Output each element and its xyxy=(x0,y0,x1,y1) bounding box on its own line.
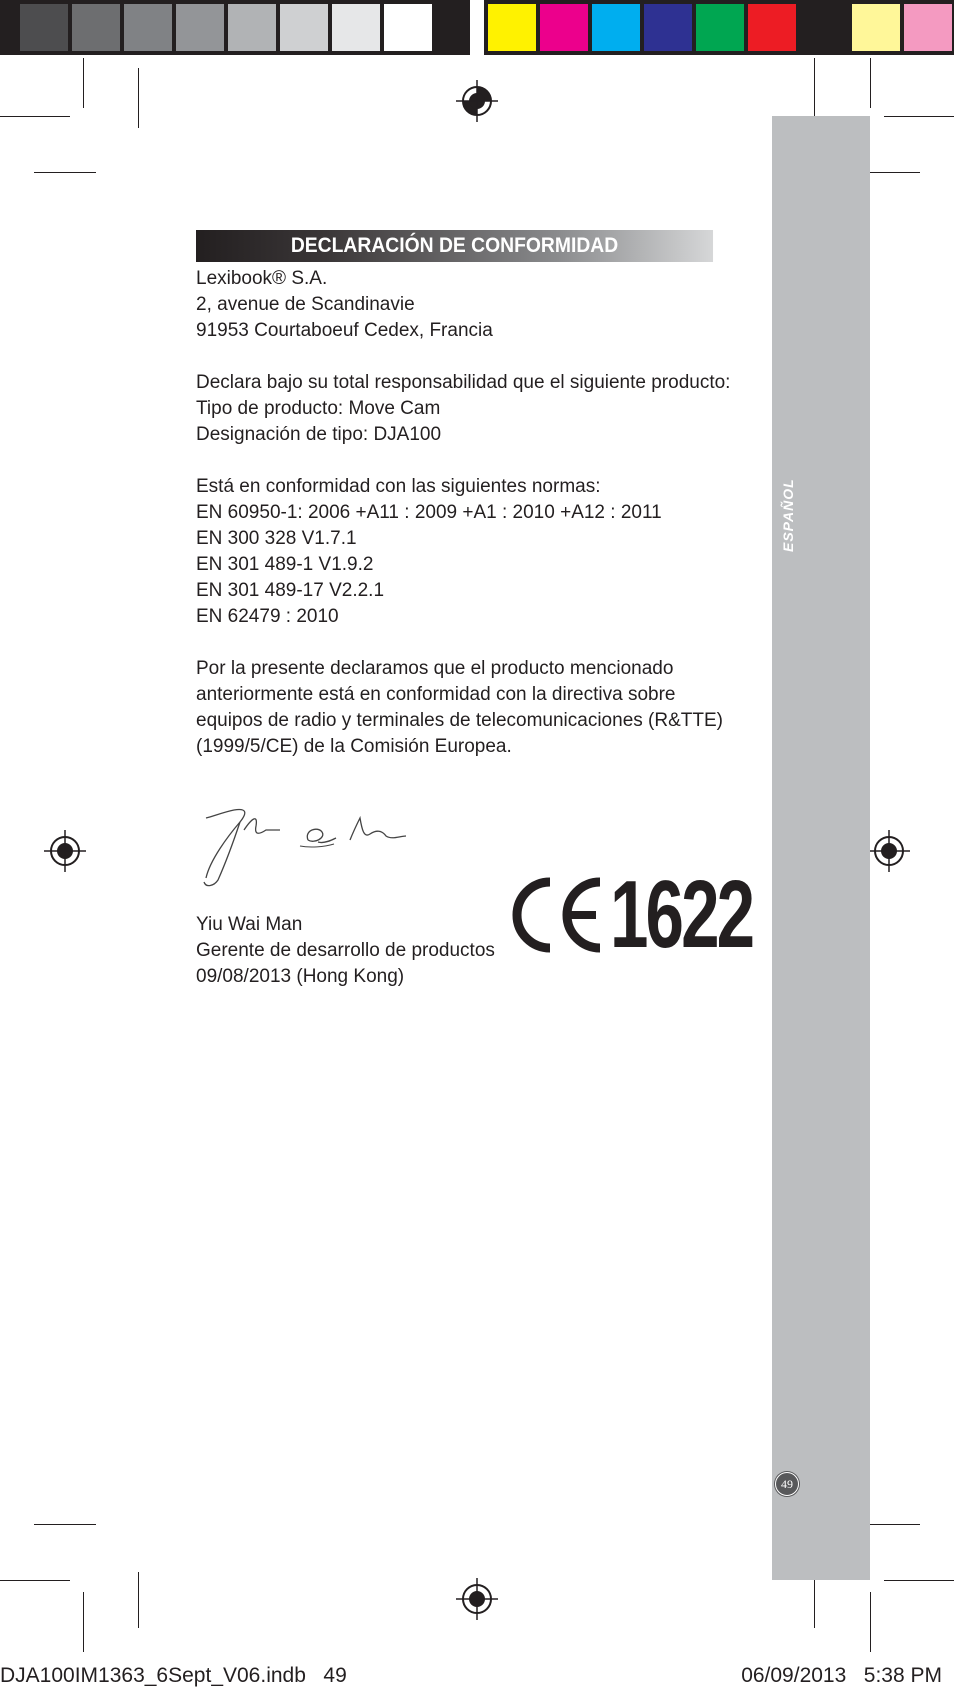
process-color-bar xyxy=(484,0,954,55)
handwritten-signature xyxy=(200,800,440,890)
address-line: 2, avenue de Scandinavie xyxy=(196,294,415,315)
declaration-of-conformity xyxy=(196,230,758,760)
crop-mark xyxy=(138,1572,139,1628)
page-number: 49 xyxy=(775,1472,799,1496)
ce-logo-icon xyxy=(506,874,606,956)
crop-mark xyxy=(814,1572,815,1628)
color-swatch xyxy=(644,4,692,51)
crop-mark xyxy=(34,172,96,173)
signatory-role: Gerente de desarrollo de productos xyxy=(196,940,495,961)
section-title-text: DECLARACIÓN DE CONFORMIDAD xyxy=(290,234,619,257)
color-swatch xyxy=(228,4,276,51)
color-swatch xyxy=(332,4,380,51)
color-swatch xyxy=(176,4,224,51)
footer-timestamp: 06/09/2013 5:38 PM xyxy=(741,1664,942,1687)
color-swatch xyxy=(540,4,588,51)
signature-date: 09/08/2013 (Hong Kong) xyxy=(196,966,405,987)
crop-mark xyxy=(884,1580,954,1581)
signatory-name: Yiu Wai Man xyxy=(196,914,303,935)
declaration-body xyxy=(196,266,758,760)
registration-mark-icon xyxy=(866,828,912,874)
registration-mark-icon xyxy=(42,828,88,874)
product-line: Designación de tipo: DJA100 xyxy=(196,424,442,445)
color-swatch xyxy=(852,4,900,51)
standards-line: EN 300 328 V1.7.1 xyxy=(196,528,357,549)
declaration-line: Por la presente declaramos que el producto mencionado xyxy=(196,658,674,679)
registration-mark-icon xyxy=(454,78,500,124)
notified-body-number: 1622 xyxy=(610,861,753,968)
color-swatch xyxy=(488,4,536,51)
address-line: 91953 Courtaboeuf Cedex, Francia xyxy=(196,320,493,341)
color-swatch xyxy=(748,4,796,51)
address-line: Lexibook® S.A. xyxy=(196,268,328,289)
ce-mark xyxy=(506,861,808,968)
color-swatch xyxy=(592,4,640,51)
product-line: Declara bajo su total responsabilidad que el siguiente producto: xyxy=(196,372,731,393)
color-swatch xyxy=(280,4,328,51)
section-title xyxy=(196,230,713,262)
standards-line: EN 60950-1: 2006 +A11 : 2009 +A1 : 2010 +A12 : 2011 xyxy=(196,502,662,523)
color-swatch xyxy=(696,4,744,51)
grayscale-color-bar xyxy=(0,0,470,55)
color-swatch xyxy=(124,4,172,51)
color-swatch xyxy=(384,4,432,51)
standards-line: EN 301 489-17 V2.2.1 xyxy=(196,580,385,601)
language-side-tab xyxy=(772,116,870,1580)
color-swatch xyxy=(904,4,952,51)
declaration-line: (1999/5/CE) de la Comisión Europea. xyxy=(196,736,512,757)
footer-filename: DJA100IM1363_6Sept_V06.indb 49 xyxy=(0,1664,347,1687)
crop-mark xyxy=(884,116,954,117)
registration-mark-icon xyxy=(454,1576,500,1622)
product-line: Tipo de producto: Move Cam xyxy=(196,398,441,419)
signatory-block xyxy=(196,912,495,990)
crop-mark xyxy=(0,1580,70,1581)
crop-mark xyxy=(870,58,871,108)
color-swatch xyxy=(0,4,16,51)
declaration-line: equipos de radio y terminales de telecomunicaciones (R&TTE) xyxy=(196,710,723,731)
crop-mark xyxy=(83,58,84,108)
crop-mark xyxy=(138,68,139,128)
color-swatch xyxy=(800,4,848,51)
language-tab-label xyxy=(780,528,796,552)
declaration-line: anteriormente está en conformidad con la directiva sobre xyxy=(196,684,676,705)
print-footer xyxy=(0,1664,954,1694)
crop-mark xyxy=(0,116,70,117)
crop-mark xyxy=(83,1592,84,1652)
standards-line: EN 301 489-1 V1.9.2 xyxy=(196,554,374,575)
color-swatch xyxy=(20,4,68,51)
standards-line: EN 62479 : 2010 xyxy=(196,606,339,627)
color-swatch xyxy=(72,4,120,51)
crop-mark xyxy=(870,1592,871,1652)
standards-line: Está en conformidad con las siguientes normas: xyxy=(196,476,601,497)
crop-mark xyxy=(34,1524,96,1525)
